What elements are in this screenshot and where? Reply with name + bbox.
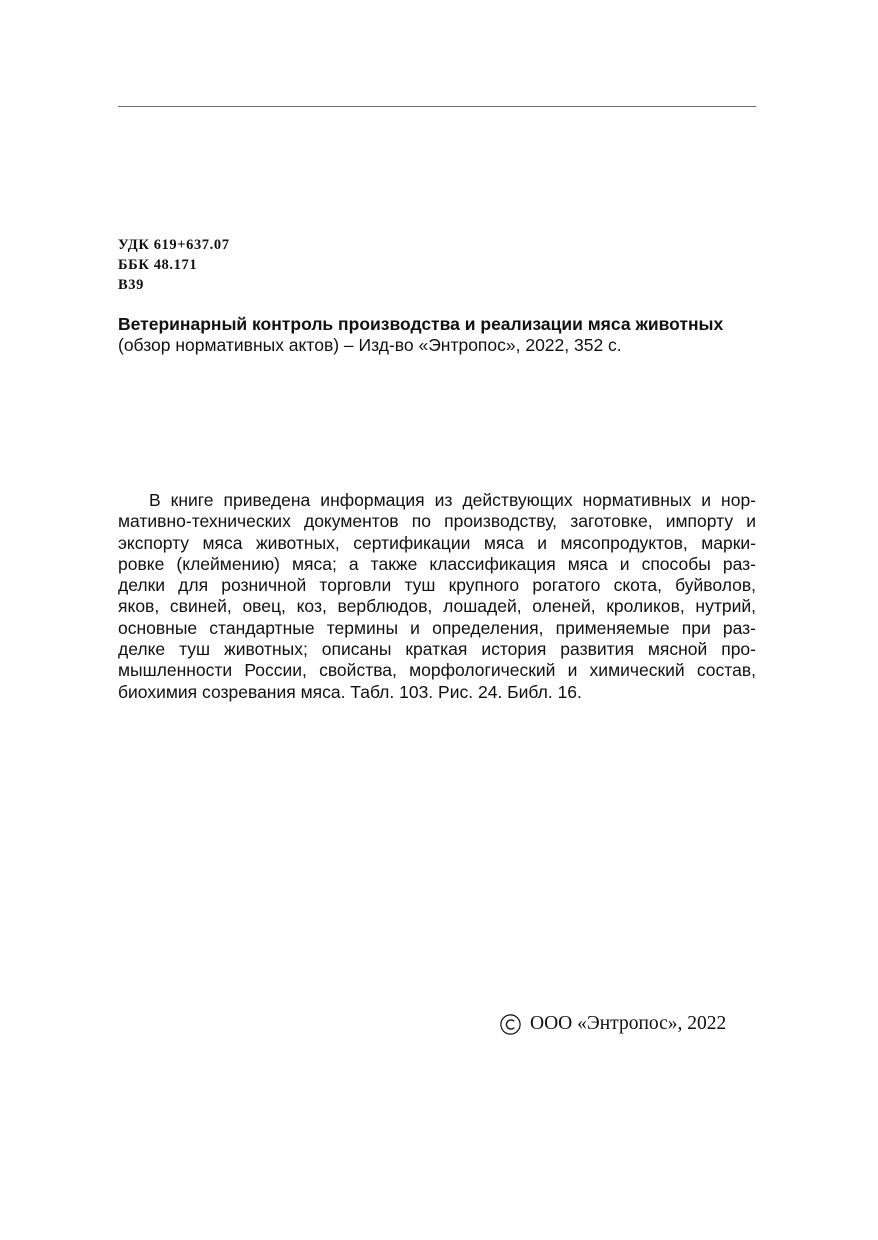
publication-details: (обзор нормативных актов) – Изд-во «Энтропос», 2022, 352 с. xyxy=(118,335,622,355)
abstract-line: мышленности России, свойства, морфологический и химический состав, xyxy=(118,660,756,681)
copyright-icon xyxy=(500,1014,521,1035)
udk-code: УДК 619+637.07 xyxy=(118,237,230,253)
top-rule xyxy=(118,106,756,107)
abstract-line: биохимия созревания мяса. Табл. 103. Рис. 24. Библ. 16. xyxy=(118,681,582,702)
author-mark: В39 xyxy=(118,277,144,293)
classification-codes xyxy=(118,235,230,295)
abstract-line: В книге приведена информация из действующих нормативных и нор- xyxy=(149,490,756,510)
abstract-line: яков, свиней, овец, коз, верблюдов, лошадей, оленей, кроликов, нутрий, xyxy=(118,596,756,617)
abstract-line: делки для розничной торговли туш крупного рогатого скота, буйволов, xyxy=(118,575,756,596)
abstract-line: основные стандартные термины и определения, применяемые при раз- xyxy=(118,617,756,638)
abstract xyxy=(118,490,756,703)
copyright-notice xyxy=(500,1012,726,1036)
abstract-line: ровке (клеймению) мяса; а также классификация мяса и способы раз- xyxy=(118,553,756,574)
book-title: Ветеринарный контроль производства и реализации мяса животных xyxy=(118,314,724,334)
copyright-text: ООО «Энтропос», 2022 xyxy=(530,1013,727,1034)
bbk-code: ББК 48.171 xyxy=(118,257,198,273)
abstract-line: экспорту мяса животных, сертификации мяса и мясопродуктов, марки- xyxy=(118,532,756,553)
abstract-line: делке туш животных; описаны краткая история развития мясной про- xyxy=(118,639,756,660)
abstract-line: мативно-технических документов по производству, заготовке, импорту и xyxy=(118,511,756,532)
bibliographic-record xyxy=(118,314,758,356)
